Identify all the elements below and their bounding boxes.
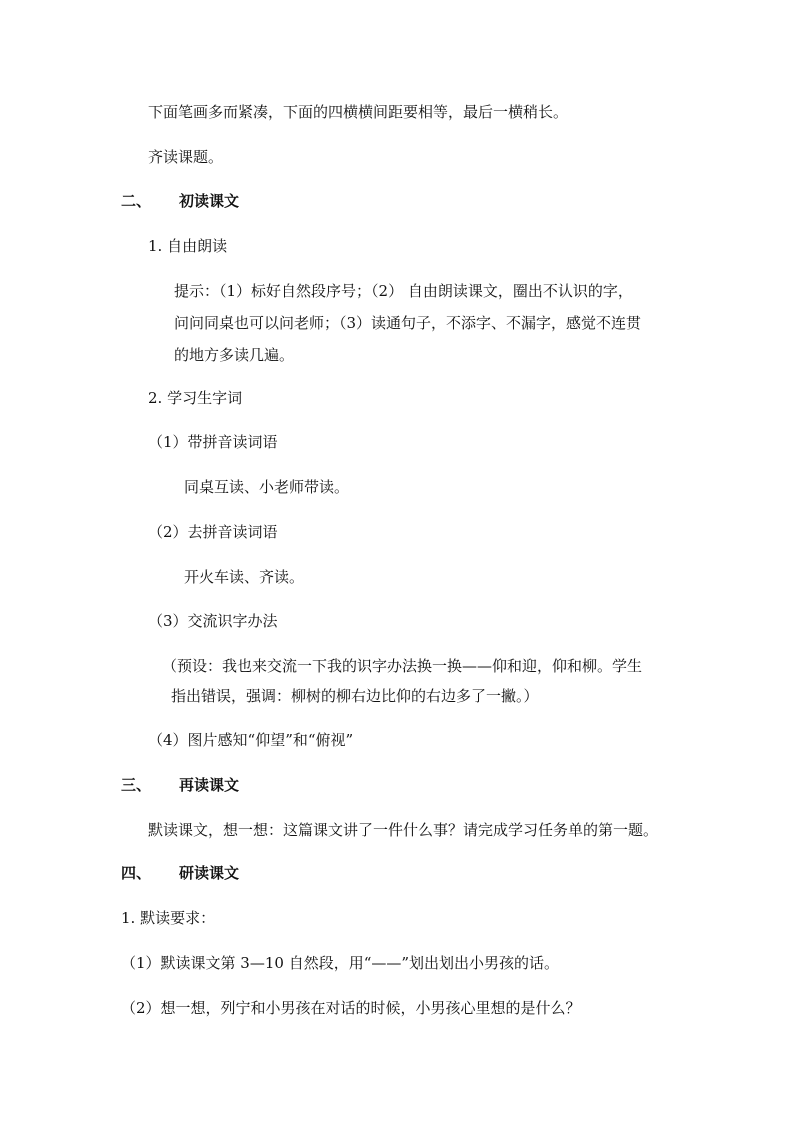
list-item: （3）交流识字办法 xyxy=(148,612,278,630)
paragraph-line: 指出错误，强调：柳树的柳右边比仰的右边多了一撇。） xyxy=(171,687,539,705)
section-heading xyxy=(121,862,239,884)
list-item: 1. 默读要求： xyxy=(121,909,216,927)
section-heading xyxy=(121,190,239,212)
section-title: 研读课文 xyxy=(179,864,240,882)
section-heading xyxy=(121,774,239,796)
paragraph-line: 同桌互读、小老师带读。 xyxy=(184,478,350,496)
paragraph-line: 提示：（1）标好自然段序号；（2） 自由朗读课文，圈出不认识的字， xyxy=(174,282,633,300)
list-item: （2）去拼音读词语 xyxy=(148,523,278,541)
paragraph-line: 齐读课题。 xyxy=(148,148,224,166)
section-number: 四、 xyxy=(121,864,152,882)
section-number: 三、 xyxy=(121,776,152,794)
list-item: 2. 学习生字词 xyxy=(148,389,243,407)
section-title: 初读课文 xyxy=(179,192,240,210)
list-item: （1）默读课文第 3—10 自然段，用“——”划出划出小男孩的话。 xyxy=(121,954,560,972)
list-item: （4）图片感知“仰望”和“俯视” xyxy=(148,731,354,749)
list-item: （2）想一想，列宁和小男孩在对话的时候，小男孩心里想的是什么？ xyxy=(121,999,581,1017)
paragraph-line: 开火车读、齐读。 xyxy=(184,568,305,586)
paragraph-line: 下面笔画多而紧凑，下面的四横横间距要相等，最后一横稍长。 xyxy=(148,103,569,121)
paragraph-line: 问问同桌也可以问老师；（3）读通句子，不添字、不漏字，感觉不连贯 xyxy=(174,314,642,332)
list-item: 1. 自由朗读 xyxy=(148,237,228,255)
section-number: 二、 xyxy=(121,192,152,210)
paragraph-line: （预设：我也来交流一下我的识字办法换一换——仰和迎，仰和柳。学生 xyxy=(162,657,643,675)
paragraph-line: 默读课文，想一想：这篇课文讲了一件什么事？请完成学习任务单的第一题。 xyxy=(148,821,659,839)
list-item: （1）带拼音读词语 xyxy=(148,433,278,451)
paragraph-line: 的地方多读几遍。 xyxy=(174,346,295,364)
section-title: 再读课文 xyxy=(179,776,240,794)
